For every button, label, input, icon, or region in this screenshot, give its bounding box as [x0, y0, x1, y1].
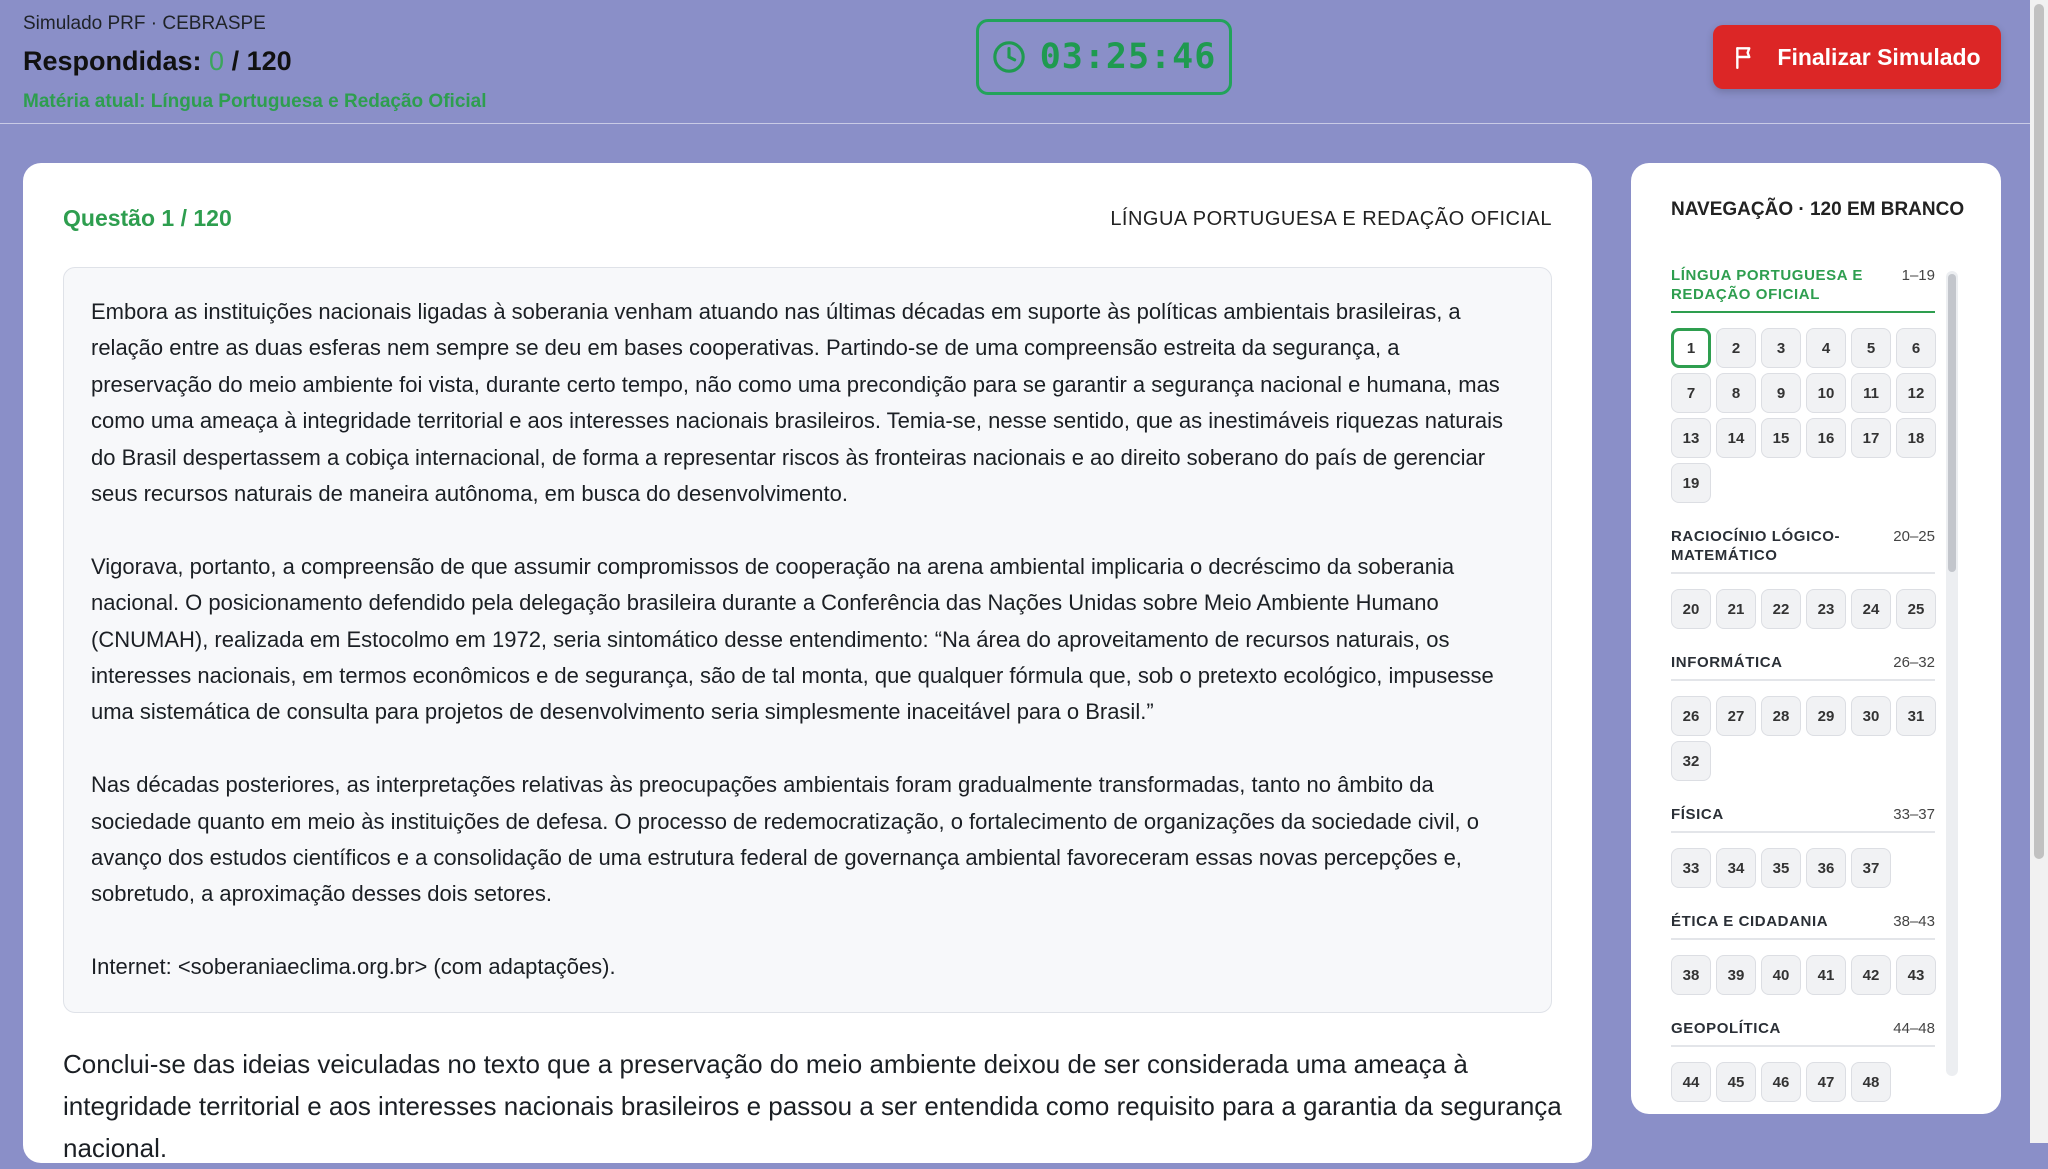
navigation-scrollbar[interactable]: [1946, 271, 1958, 1076]
question-nav-button[interactable]: 10: [1806, 373, 1846, 413]
nav-question-grid: [1671, 328, 1935, 503]
nav-section-range: 33–37: [1893, 806, 1935, 823]
question-nav-button[interactable]: 45: [1716, 1062, 1756, 1102]
timer-value: 03:25:46: [1039, 37, 1217, 77]
passage-source: Internet: <soberaniaeclima.org.br> (com adaptações).: [91, 954, 616, 980]
navigation-scrollbar-thumb[interactable]: [1948, 274, 1956, 572]
nav-section-header: [1671, 1019, 1935, 1047]
question-nav-button[interactable]: 24: [1851, 589, 1891, 629]
nav-section-range: 38–43: [1893, 913, 1935, 930]
nav-section-name: INFORMÁTICA: [1671, 654, 1783, 671]
question-nav-button[interactable]: 7: [1671, 373, 1711, 413]
app-title: Simulado PRF · CEBRASPE: [23, 13, 266, 34]
passage-paragraph: Embora as instituições nacionais ligadas à soberania venham atuando nas últimas décadas em suporte às políticas ambientais brasileiras, a relação entre as duas esferas nem sempre se deu em bases cooperativas. Partindo-se de uma compreensão estreita da segurança, a preservação do meio ambiente foi vista, durante certo tempo, não como uma precondição para se garantir a segurança nacional e humana, mas como uma ameaça à integridade territorial e aos interesses nacionais brasileiros. Temia-se, nesse sentido, que as inestimáveis riquezas naturais do Brasil despertassem a cobiça internacional, de forma a representar riscos às fronteiras nacionais e ao direito soberano do país de gerenciar seus recursos naturais de maneira autônoma, em busca do desenvolvimento.: [91, 299, 1503, 507]
question-card: [23, 163, 1592, 1163]
question-nav-button[interactable]: 12: [1896, 373, 1936, 413]
navigation-title: NAVEGAÇÃO · 120 EM BRANCO: [1671, 199, 1965, 220]
question-nav-button[interactable]: 21: [1716, 589, 1756, 629]
question-nav-button[interactable]: 40: [1761, 955, 1801, 995]
nav-section-name: RACIOCÍNIO LÓGICO-MATEMÁTICO: [1671, 528, 1841, 564]
question-nav-button[interactable]: 27: [1716, 696, 1756, 736]
question-subject: LÍNGUA PORTUGUESA E REDAÇÃO OFICIAL: [1110, 208, 1552, 230]
question-nav-button[interactable]: 34: [1716, 848, 1756, 888]
exam-info: [23, 12, 487, 114]
question-nav-button[interactable]: 8: [1716, 373, 1756, 413]
question-nav-button[interactable]: 32: [1671, 741, 1711, 781]
answered-counter: [23, 44, 487, 78]
nav-section-name: FÍSICA: [1671, 806, 1724, 823]
question-nav-button[interactable]: 36: [1806, 848, 1846, 888]
nav-section: [1671, 805, 1935, 888]
nav-question-grid: [1671, 848, 1935, 888]
answered-label: Respondidas:: [23, 46, 202, 76]
question-nav-button[interactable]: 3: [1761, 328, 1801, 368]
finish-exam-label: Finalizar Simulado: [1777, 43, 1981, 70]
question-nav-button[interactable]: 16: [1806, 418, 1846, 458]
question-nav-button[interactable]: 14: [1716, 418, 1756, 458]
question-nav-button[interactable]: 2: [1716, 328, 1756, 368]
nav-section: [1671, 912, 1935, 995]
nav-section: [1671, 266, 1935, 503]
nav-section-header: [1671, 805, 1935, 833]
nav-section-header: [1671, 653, 1935, 681]
question-nav-button[interactable]: 15: [1761, 418, 1801, 458]
question-nav-button[interactable]: 41: [1806, 955, 1846, 995]
nav-section: [1671, 1019, 1935, 1102]
question-nav-button[interactable]: 31: [1896, 696, 1936, 736]
question-nav-button[interactable]: 39: [1716, 955, 1756, 995]
nav-section: [1671, 527, 1935, 629]
question-nav-button[interactable]: 46: [1761, 1062, 1801, 1102]
question-nav-button[interactable]: 11: [1851, 373, 1891, 413]
nav-section-name: ÉTICA E CIDADANIA: [1671, 913, 1829, 930]
question-nav-button[interactable]: 23: [1806, 589, 1846, 629]
question-nav-button[interactable]: 25: [1896, 589, 1936, 629]
question-nav-button[interactable]: 44: [1671, 1062, 1711, 1102]
nav-section-header: [1671, 266, 1935, 313]
question-nav-button[interactable]: 48: [1851, 1062, 1891, 1102]
question-nav-button[interactable]: 17: [1851, 418, 1891, 458]
question-nav-button[interactable]: 6: [1896, 328, 1936, 368]
nav-section-range: 20–25: [1893, 528, 1935, 545]
question-nav-button[interactable]: 5: [1851, 328, 1891, 368]
nav-section-range: 44–48: [1893, 1020, 1935, 1037]
answered-count: 0: [209, 46, 225, 76]
nav-section-name: LÍNGUA PORTUGUESA E REDAÇÃO OFICIAL: [1671, 267, 1863, 303]
question-nav-button[interactable]: 13: [1671, 418, 1711, 458]
page-scrollbar-thumb[interactable]: [2034, 4, 2044, 859]
question-nav-button[interactable]: 20: [1671, 589, 1711, 629]
passage-paragraph: Vigorava, portanto, a compreensão de que assumir compromissos de cooperação na arena ambiental implicaria o decréscimo da soberania nacional. O posicionamento defendido pela delegação brasileira durante a Conferência das Nações Unidas sobre Meio Ambiente Humano (CNUMAH), realizada em Estocolmo em 1972, seria sintomático desse entendimento: “Na área do aproveitamento de recursos naturais, os interesses nacionais, em termos econômicos e de segurança, são de tal monta, que qualquer fórmula que, sob o pretexto ecológico, impusesse uma sistemática de consulta para projetos de desenvolvimento seria simplesmente inaceitável para o Brasil.”: [91, 553, 1494, 725]
nav-section-name: GEOPOLÍTICA: [1671, 1020, 1781, 1037]
navigation-list[interactable]: [1671, 266, 1935, 1091]
question-nav-button[interactable]: 35: [1761, 848, 1801, 888]
page-scrollbar[interactable]: [2030, 0, 2048, 1143]
nav-question-grid: [1671, 1062, 1935, 1102]
question-nav-button[interactable]: 4: [1806, 328, 1846, 368]
question-nav-button[interactable]: 19: [1671, 463, 1711, 503]
nav-section-range: 1–19: [1901, 267, 1935, 284]
question-nav-button[interactable]: 18: [1896, 418, 1936, 458]
question-nav-button[interactable]: 22: [1761, 589, 1801, 629]
nav-question-grid: [1671, 696, 1935, 781]
nav-section-header: [1671, 912, 1935, 940]
question-nav-button[interactable]: 29: [1806, 696, 1846, 736]
nav-question-grid: [1671, 955, 1935, 995]
passage-paragraph: Nas décadas posteriores, as interpretações relativas às preocupações ambientais foram gradualmente transformadas, tanto no âmbito da sociedade quanto em meio às instituições de defesa. O processo de redemocratização, o fortalecimento de organizações da sociedade civil, o avanço dos estudos científicos e a consolidação de uma estrutura federal de governança ambiental favoreceram essas novas percepções e, sobretudo, a aproximação desses dois setores.: [91, 772, 1480, 907]
question-nav-button[interactable]: 42: [1851, 955, 1891, 995]
question-nav-button[interactable]: 26: [1671, 696, 1711, 736]
flag-icon: [1733, 44, 1759, 70]
question-nav-button[interactable]: 30: [1851, 696, 1891, 736]
countdown-timer: [976, 19, 1232, 95]
question-nav-button[interactable]: 47: [1806, 1062, 1846, 1102]
question-nav-button[interactable]: 28: [1761, 696, 1801, 736]
nav-question-grid: [1671, 589, 1935, 629]
answered-total: / 120: [224, 46, 292, 76]
nav-section-header: [1671, 527, 1935, 574]
current-subject: Matéria atual: Língua Portuguesa e Redação Oficial: [23, 91, 487, 112]
reading-passage: [63, 267, 1552, 1013]
question-statement: Conclui-se das ideias veiculadas no texto que a preservação do meio ambiente deixou de ser considerada uma ameaça à integridade territorial e aos interesses nacionais brasileiros e passou a ser entendida como requisito para a garantia da segurança nacional.: [63, 1049, 1562, 1163]
clock-icon: [992, 40, 1026, 74]
top-bar: [0, 0, 2030, 124]
question-nav-button[interactable]: 38: [1671, 955, 1711, 995]
question-nav-button[interactable]: 37: [1851, 848, 1891, 888]
nav-section-range: 26–32: [1893, 654, 1935, 671]
question-number: Questão 1 / 120: [63, 205, 232, 231]
question-nav-button[interactable]: 9: [1761, 373, 1801, 413]
question-nav-button[interactable]: 43: [1896, 955, 1936, 995]
question-navigation-panel: [1631, 163, 2001, 1114]
nav-section: [1671, 653, 1935, 781]
question-nav-button[interactable]: 1: [1671, 328, 1711, 368]
question-nav-button[interactable]: 33: [1671, 848, 1711, 888]
finish-exam-button[interactable]: [1713, 25, 2001, 89]
